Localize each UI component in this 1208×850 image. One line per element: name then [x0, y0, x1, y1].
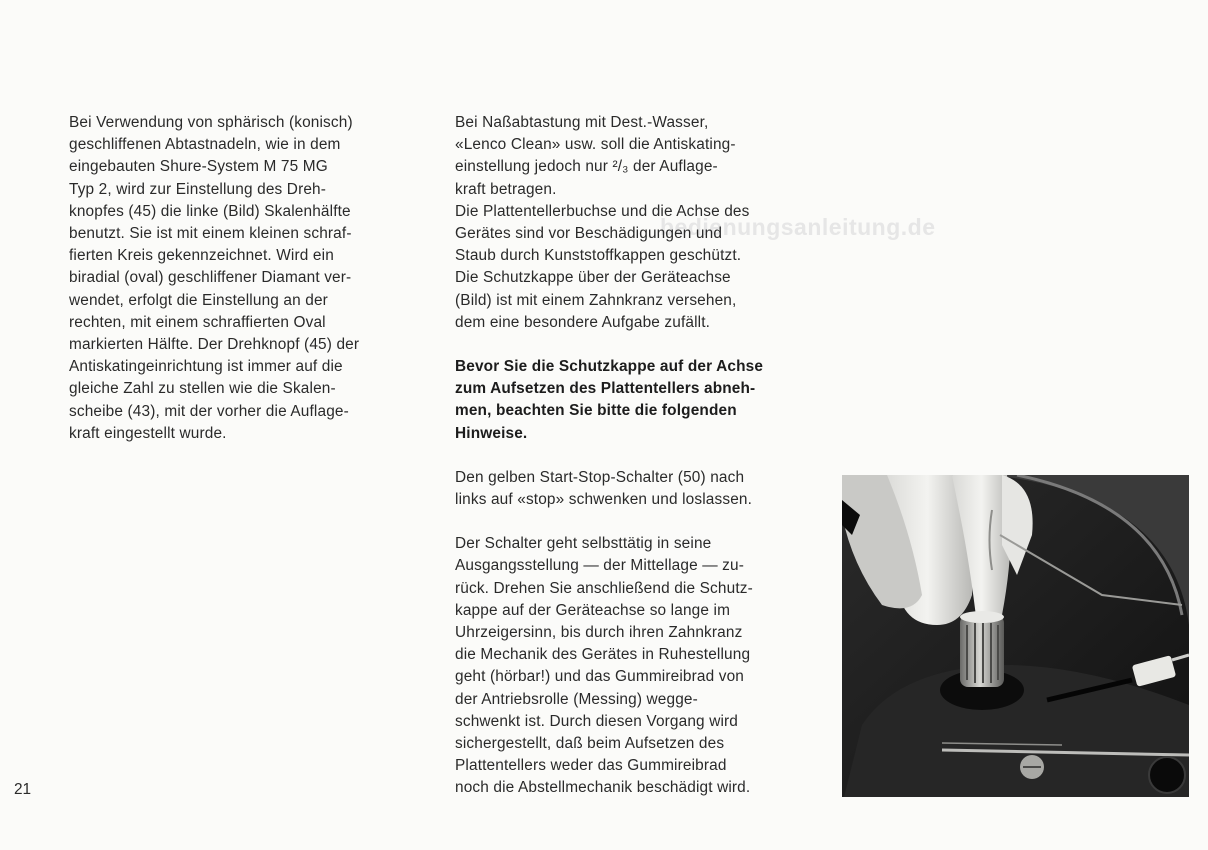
text-line: markierten Hälfte. Der Drehknopf (45) der [69, 336, 360, 354]
text-line: benutzt. Sie ist mit einem kleinen schraf- [69, 225, 352, 243]
left-paragraph [69, 112, 419, 445]
text-line: geschliffenen Abtastnadeln, wie in dem [69, 136, 341, 154]
text-line: «Lenco Clean» usw. soll die Antiskating- [455, 136, 736, 154]
text-line: gleiche Zahl zu stellen wie die Skalen- [69, 380, 336, 398]
text-line: rück. Drehen Sie anschließend die Schutz- [455, 579, 753, 597]
text-line: zum Aufsetzen des Plattentellers abneh- [455, 380, 756, 398]
paragraph-wet-playback [455, 112, 815, 334]
paragraph-warning-bold [455, 356, 815, 445]
paragraph-start-stop [455, 467, 815, 511]
text-line: Uhrzeigersinn, bis durch ihren Zahnkranz [455, 624, 743, 642]
text-line: dem eine besondere Aufgabe zufällt. [455, 313, 711, 331]
text-line: Bei Verwendung von sphärisch (konisch) [69, 114, 353, 131]
text-line: (Bild) ist mit einem Zahnkranz versehen, [455, 291, 737, 309]
text-line: kraft betragen. [455, 180, 557, 198]
text-line: Staub durch Kunststoffkappen geschützt. [455, 247, 742, 265]
text-line: die Mechanik des Gerätes in Ruhestellung [455, 646, 751, 664]
text-line: kappe auf der Geräteachse so lange im [455, 601, 731, 619]
left-text-column [69, 112, 419, 445]
text-line: Die Plattentellerbuchse und die Achse des [455, 202, 750, 220]
text-line: Ausgangsstellung — der Mittellage — zu- [455, 557, 745, 575]
text-line: Bei Naßabtastung mit Dest.-Wasser, [455, 114, 709, 131]
page-number: 21 [14, 781, 32, 798]
text-line: Die Schutzkappe über der Geräteachse [455, 269, 731, 287]
text-line: Typ 2, wird zur Einstellung des Dreh- [69, 180, 327, 198]
text-line: noch die Abstellmechanik beschädigt wird. [455, 779, 751, 797]
watermark: bedienungsanleitung.de [660, 214, 936, 240]
photo-turntable-spindle-cap-icon [842, 475, 1189, 797]
text-line: Bevor Sie die Schutzkappe auf der Achse [455, 358, 764, 376]
text-line: geht (hörbar!) und das Gummireibrad von [455, 668, 745, 686]
text-line: Der Schalter geht selbsttätig in seine [455, 535, 712, 553]
text-line: Gerätes sind vor Beschädigungen und [455, 225, 723, 243]
text-line: kraft eingestellt wurde. [69, 424, 227, 442]
text-line: biradial (oval) geschliffener Diamant ver- [69, 269, 352, 287]
text-line: eingebauten Shure-System M 75 MG [69, 158, 328, 176]
text-line: einstellung jedoch nur ²/₃ der Auflage- [455, 158, 718, 176]
text-line: Antiskatingeinrichtung ist immer auf die [69, 358, 343, 376]
text-line: men, beachten Sie bitte die folgenden [455, 402, 737, 420]
text-line: rechten, mit einem schraffierten Oval [69, 313, 326, 331]
text-line: scheibe (43), mit der vorher die Auflage- [69, 402, 349, 420]
text-line: der Antriebsrolle (Messing) wegge- [455, 690, 698, 708]
text-line: Plattentellers weder das Gummireibrad [455, 757, 727, 775]
text-line: schwenkt ist. Durch diesen Vorgang wird [455, 712, 739, 730]
text-line: knopfes (45) die linke (Bild) Skalenhälfte [69, 202, 351, 220]
text-line: links auf «stop» schwenken und loslassen. [455, 491, 753, 509]
text-line: Den gelben Start-Stop-Schalter (50) nach [455, 468, 745, 486]
text-line: Hinweise. [455, 424, 528, 442]
paragraph-switch-procedure [455, 533, 815, 799]
text-line: fierten Kreis gekennzeichnet. Wird ein [69, 247, 334, 265]
turntable-photo [842, 475, 1189, 797]
text-line: sichergestellt, daß beim Aufsetzen des [455, 735, 725, 753]
text-line: wendet, erfolgt die Einstellung an der [69, 291, 328, 309]
right-text-column [455, 112, 815, 800]
